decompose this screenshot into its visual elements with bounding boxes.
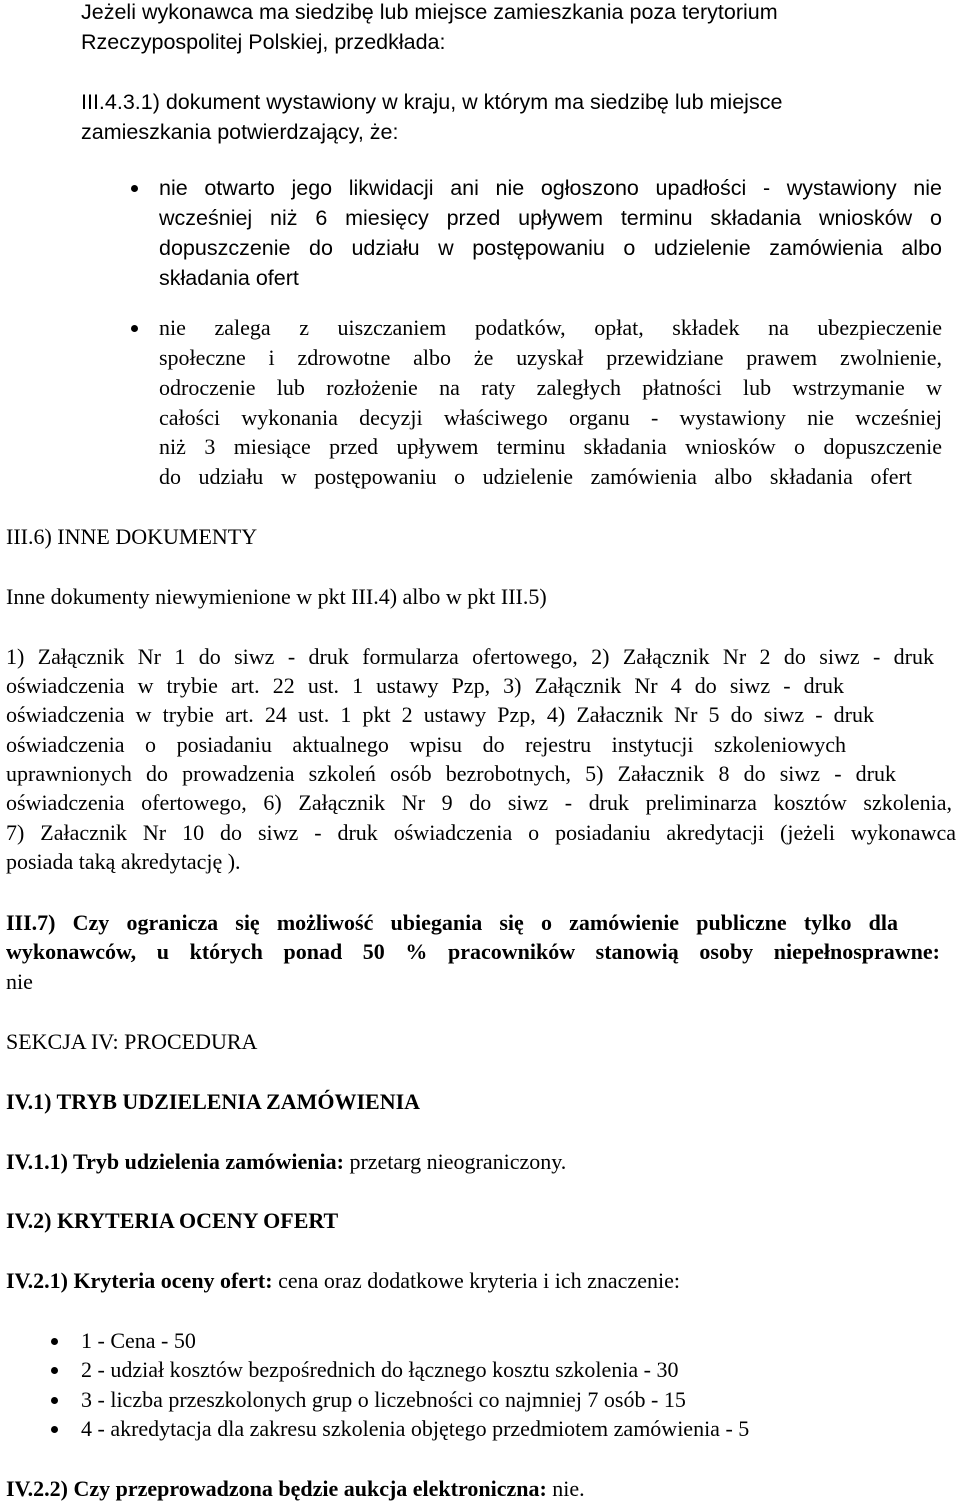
iv11-value: przetarg nieograniczony. bbox=[343, 1149, 567, 1174]
section-3-6-heading: III.6) INNE DOKUMENTY bbox=[6, 524, 258, 549]
bullet-icon bbox=[51, 1397, 58, 1404]
list-item-line: społeczne i zdrowotne albo że uzyskał przewidziane prawem zwolnienie, bbox=[159, 345, 942, 370]
criterion-label: 2 - udział kosztów bezpośrednich do łącznego kosztu szkolenia - 30 bbox=[81, 1357, 679, 1382]
section-3-7-question-line-2: wykonawców, u których ponad 50 % pracowników stanowią osoby niepełnosprawne: bbox=[6, 939, 940, 964]
criterion-label: 1 - Cena - 50 bbox=[81, 1328, 196, 1353]
section-3-7-question-line-1: III.7) Czy ogranicza się możliwość ubiegania się o zamówienie publiczne tylko dla bbox=[6, 910, 898, 935]
list-item-line: wcześniej niż 6 miesięcy przed upływem terminu składania wniosków o bbox=[159, 206, 942, 230]
section-3-6-subheading: Inne dokumenty niewymienione w pkt III.4) albo w pkt III.5) bbox=[6, 584, 547, 609]
intro-line-2: Rzeczypospolitej Polskiej, przedkłada: bbox=[81, 30, 446, 54]
list-item-line: całości wykonania decyzji właściwego organu - wystawiony nie wcześniej bbox=[159, 405, 942, 430]
iv2-heading: IV.2) KRYTERIA OCENY OFERT bbox=[6, 1208, 339, 1233]
doc-4-3-1-line-2: zamieszkania potwierdzający, że: bbox=[81, 120, 399, 144]
iv11-row bbox=[6, 1147, 566, 1177]
list-item-line: odroczenie lub rozłożenie na raty zaległych płatności lub wstrzymanie w bbox=[159, 375, 942, 400]
doc-4-3-1-line-1: III.4.3.1) dokument wystawiony w kraju, w którym ma siedzibę lub miejsce bbox=[81, 90, 783, 114]
paragraph-line: oświadczenia ofertowego, 6) Załącznik Nr 9 do siwz - druk preliminarza kosztów szkolenia, bbox=[6, 790, 952, 815]
paragraph-line: oświadczenia o posiadaniu aktualnego wpisu do rejestru instytucji szkoleniowych bbox=[6, 732, 846, 757]
paragraph-line: uprawnionych do prowadzenia szkoleń osób bezrobotnych, 5) Załacznik 8 do siwz - druk bbox=[6, 761, 896, 786]
bullet-icon bbox=[51, 1367, 58, 1374]
paragraph-line: oświadczenia w trybie art. 22 ust. 1 ustawy Pzp, 3) Załącznik Nr 4 do siwz - druk bbox=[6, 673, 844, 698]
list-item-line: składania ofert bbox=[159, 266, 299, 290]
criterion-label: 3 - liczba przeszkolonych grup o liczebności co najmniej 7 osób - 15 bbox=[81, 1387, 686, 1412]
iv22-value: nie. bbox=[546, 1476, 585, 1501]
paragraph-line: 7) Załacznik Nr 10 do siwz - druk oświadczenia o posiadaniu akredytacji (jeżeli wykonawca bbox=[6, 820, 956, 845]
list-item-line: nie otwarto jego likwidacji ani nie ogłoszono upadłości - wystawiony nie bbox=[159, 176, 942, 200]
iv22-row bbox=[6, 1474, 585, 1504]
iv21-label: IV.2.1) Kryteria oceny ofert: bbox=[6, 1268, 273, 1293]
criterion-label: 4 - akredytacja dla zakresu szkolenia objętego przedmiotem zamówienia - 5 bbox=[81, 1416, 750, 1441]
iv21-row bbox=[6, 1266, 680, 1296]
bullet-icon bbox=[51, 1426, 58, 1433]
paragraph-line: posiada taką akredytację ). bbox=[6, 849, 241, 874]
iv21-value: cena oraz dodatkowe kryteria i ich znaczenie: bbox=[272, 1268, 680, 1293]
bullet-icon bbox=[131, 325, 138, 332]
iv1-heading: IV.1) TRYB UDZIELENIA ZAMÓWIENIA bbox=[6, 1089, 421, 1114]
list-item-line: niż 3 miesiące przed upływem terminu składania wniosków o dopuszczenie bbox=[159, 434, 942, 459]
iv22-label: IV.2.2) Czy przeprowadzona będzie aukcja elektroniczna: bbox=[6, 1476, 547, 1501]
intro-line-1: Jeżeli wykonawca ma siedzibę lub miejsce zamieszkania poza terytorium bbox=[81, 0, 778, 24]
section-iv-title: SEKCJA IV: PROCEDURA bbox=[6, 1029, 258, 1054]
paragraph-line: 1) Załącznik Nr 1 do siwz - druk formularza ofertowego, 2) Załącznik Nr 2 do siwz - druk bbox=[6, 644, 934, 669]
bullet-icon bbox=[131, 185, 138, 192]
bullet-icon bbox=[51, 1338, 58, 1345]
list-item-line: do udziału w postępowaniu o udzielenie zamówienia albo składania ofert bbox=[159, 464, 912, 489]
list-item-line: dopuszczenie do udziału w postępowaniu o udzielenie zamówienia albo bbox=[159, 236, 942, 260]
section-3-7-answer: nie bbox=[6, 969, 33, 994]
list-item-line: nie zalega z uiszczaniem podatków, opłat, składek na ubezpieczenie bbox=[159, 315, 942, 340]
paragraph-line: oświadczenia w trybie art. 24 ust. 1 pkt 2 ustawy Pzp, 4) Załacznik Nr 5 do siwz - druk bbox=[6, 702, 874, 727]
iv11-label: IV.1.1) Tryb udzielenia zamówienia: bbox=[6, 1149, 344, 1174]
